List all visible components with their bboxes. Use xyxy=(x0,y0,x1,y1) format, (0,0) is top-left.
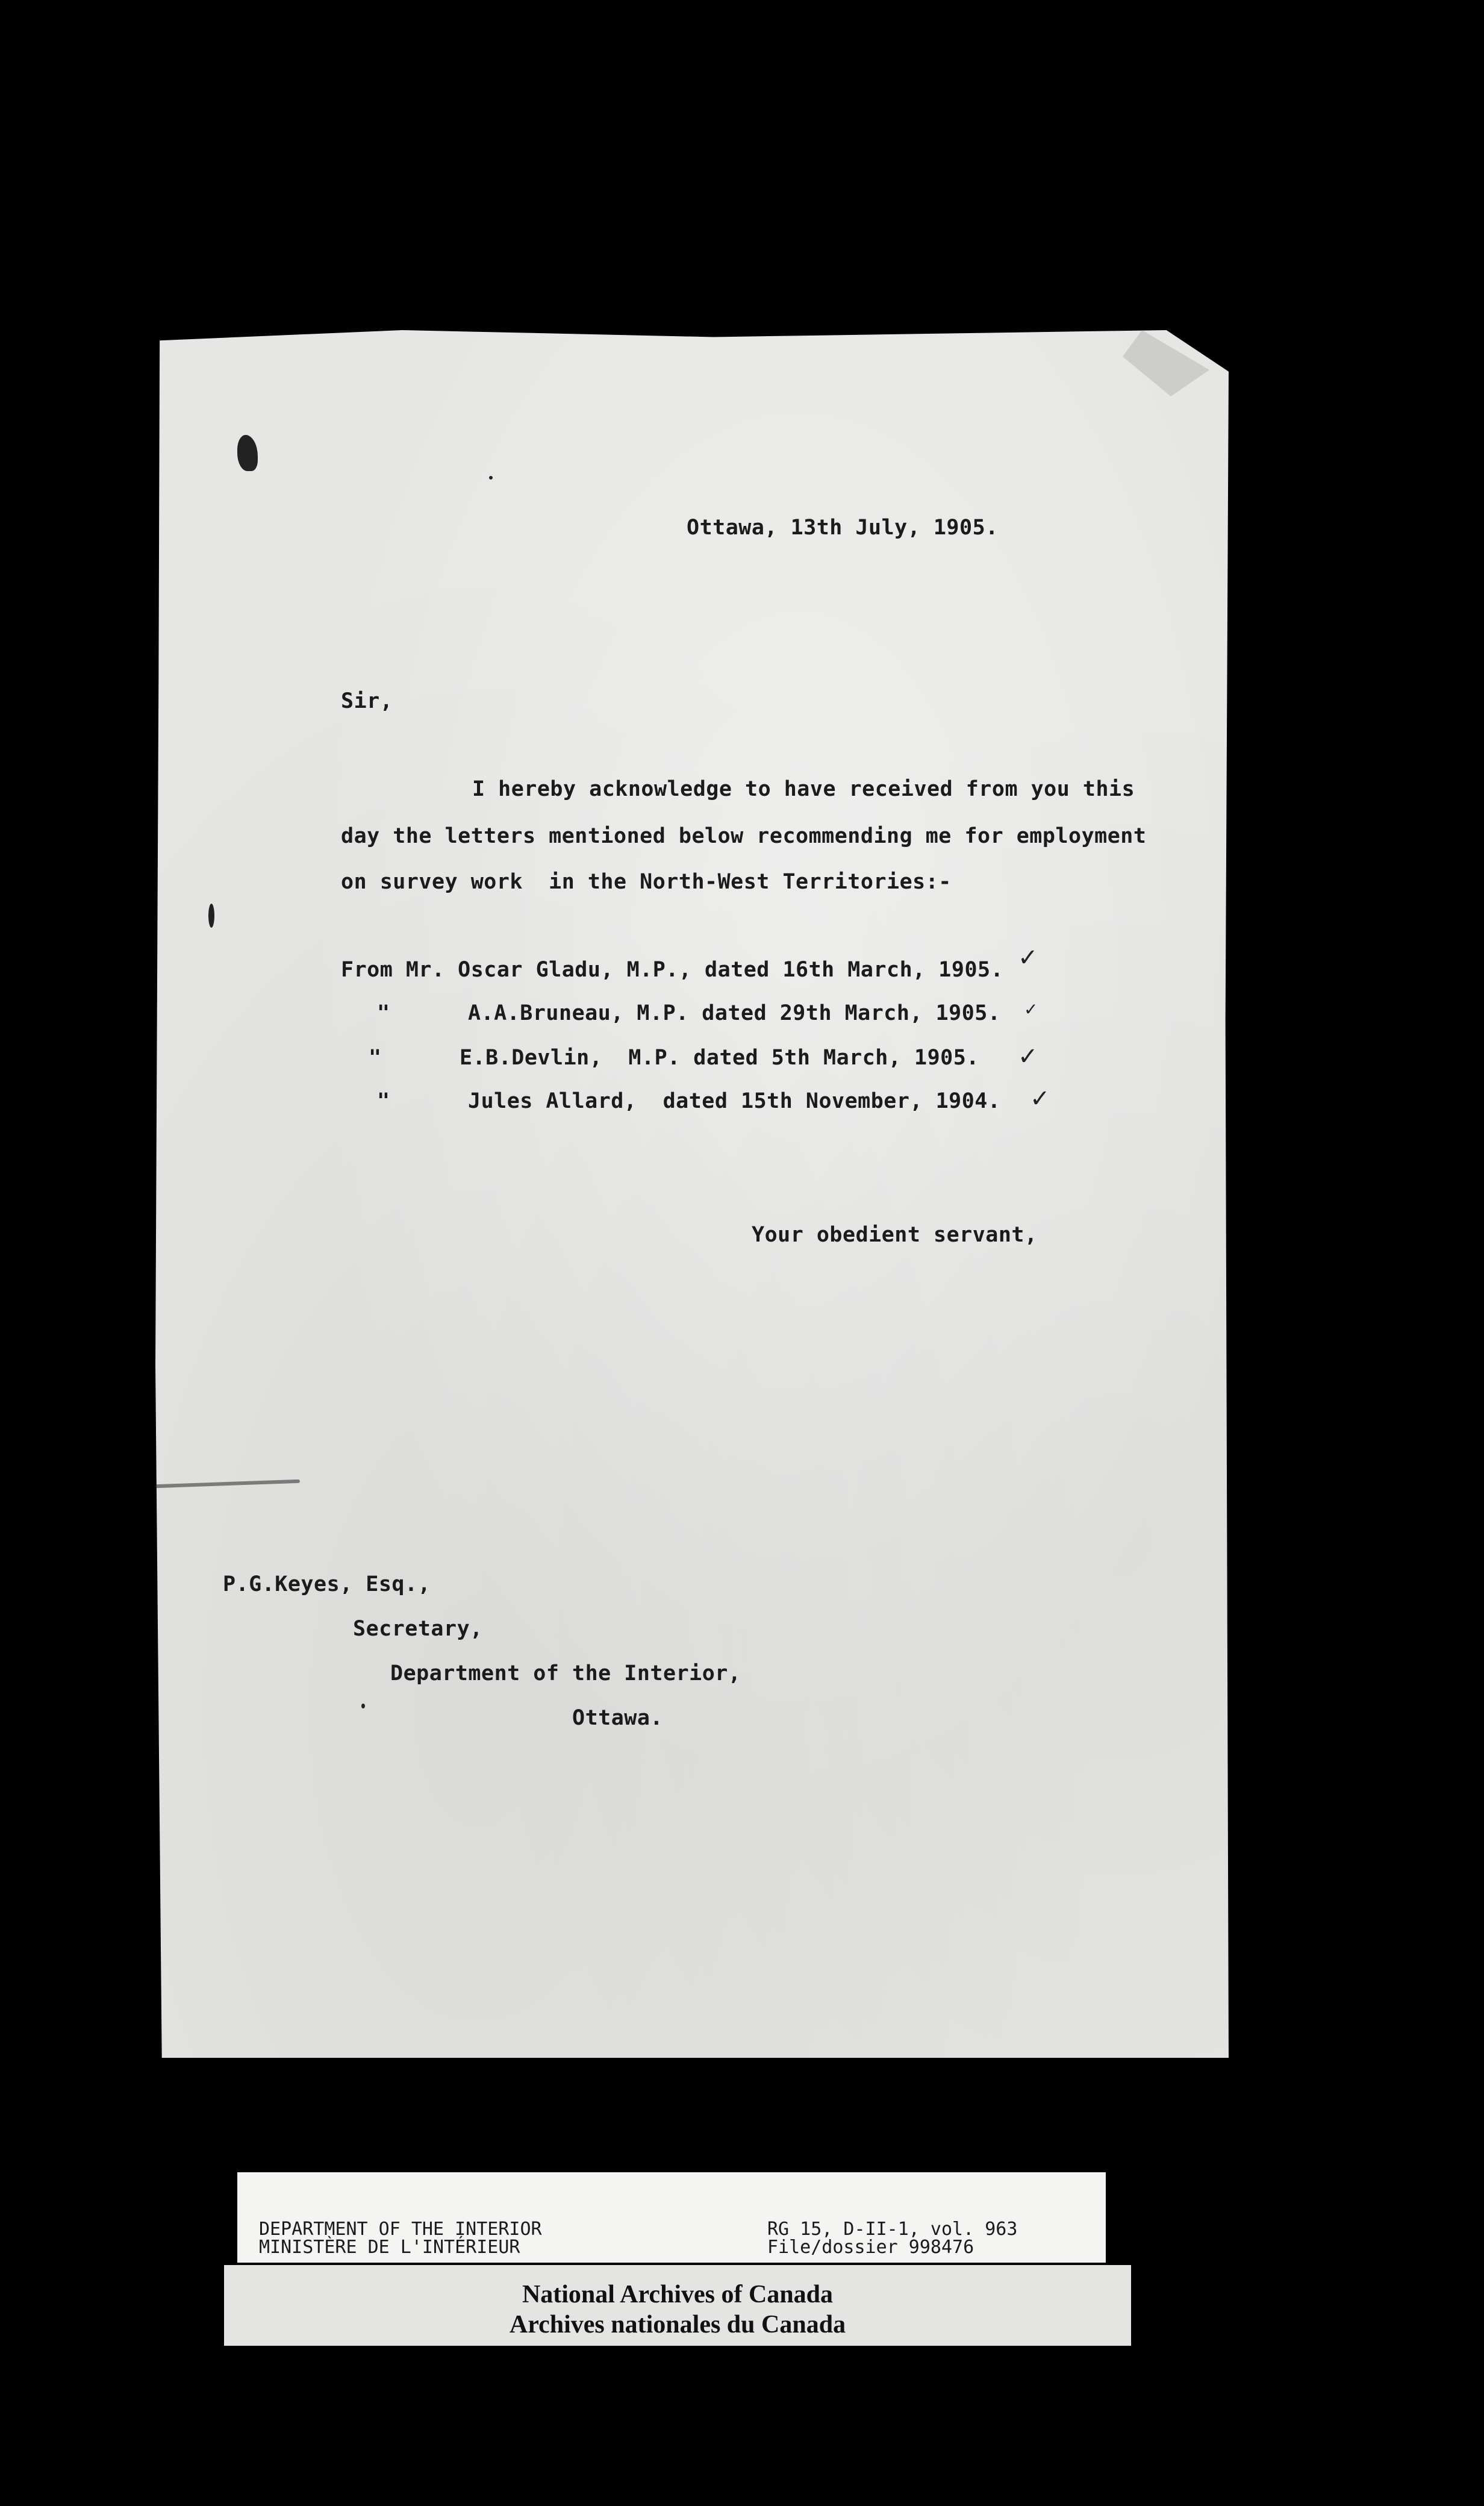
letter-body-line: I hereby acknowledge to have received from you this xyxy=(472,777,1135,801)
letter-body-line: on survey work in the North-West Territories:- xyxy=(341,870,952,894)
address-city: Ottawa. xyxy=(572,1706,664,1730)
paper-mark xyxy=(208,904,214,928)
archive-reference: RG 15, D-II-1, vol. 963 xyxy=(767,2219,1018,2240)
recommendation-item: " E.B.Devlin, M.P. dated 5th March, 1905. xyxy=(369,1046,979,1070)
check-mark-icon: ✓ xyxy=(1018,1043,1038,1070)
paper-mark xyxy=(361,1704,365,1708)
letter-sheet xyxy=(155,330,1229,2058)
recommendation-item: " A.A.Bruneau, M.P. dated 29th March, 1905. xyxy=(377,1001,1001,1025)
address-department: Department of the Interior, xyxy=(390,1661,741,1686)
archives-name-english: National Archives of Canada xyxy=(522,2281,834,2308)
address-title: Secretary, xyxy=(353,1617,483,1641)
archives-name-french: Archives nationales du Canada xyxy=(509,2311,846,2339)
letter-salutation: Sir, xyxy=(341,689,393,713)
department-english: DEPARTMENT OF THE INTERIOR xyxy=(259,2219,542,2240)
address-name: P.G.Keyes, Esq., xyxy=(223,1572,431,1596)
recommendation-item: " Jules Allard, dated 15th November, 1904. xyxy=(377,1089,1001,1113)
letter-closing: Your obedient servant, xyxy=(752,1223,1038,1247)
archive-file-number: File/dossier 998476 xyxy=(767,2237,974,2258)
letter-body-line: day the letters mentioned below recommending me for employment xyxy=(341,824,1147,848)
check-mark-icon: ✓ xyxy=(1030,1085,1050,1113)
paper-mark xyxy=(489,476,493,480)
check-mark-icon: ✓ xyxy=(1024,999,1038,1019)
letter-date: Ottawa, 13th July, 1905. xyxy=(687,516,999,540)
archives-stamp-label xyxy=(224,2265,1131,2346)
department-french: MINISTÈRE DE L'INTÉRIEUR xyxy=(259,2237,520,2258)
check-mark-icon: ✓ xyxy=(1018,944,1038,972)
archive-reference-label xyxy=(237,2172,1106,2263)
recommendation-item: From Mr. Oscar Gladu, M.P., dated 16th March, 1905. xyxy=(341,958,1004,982)
